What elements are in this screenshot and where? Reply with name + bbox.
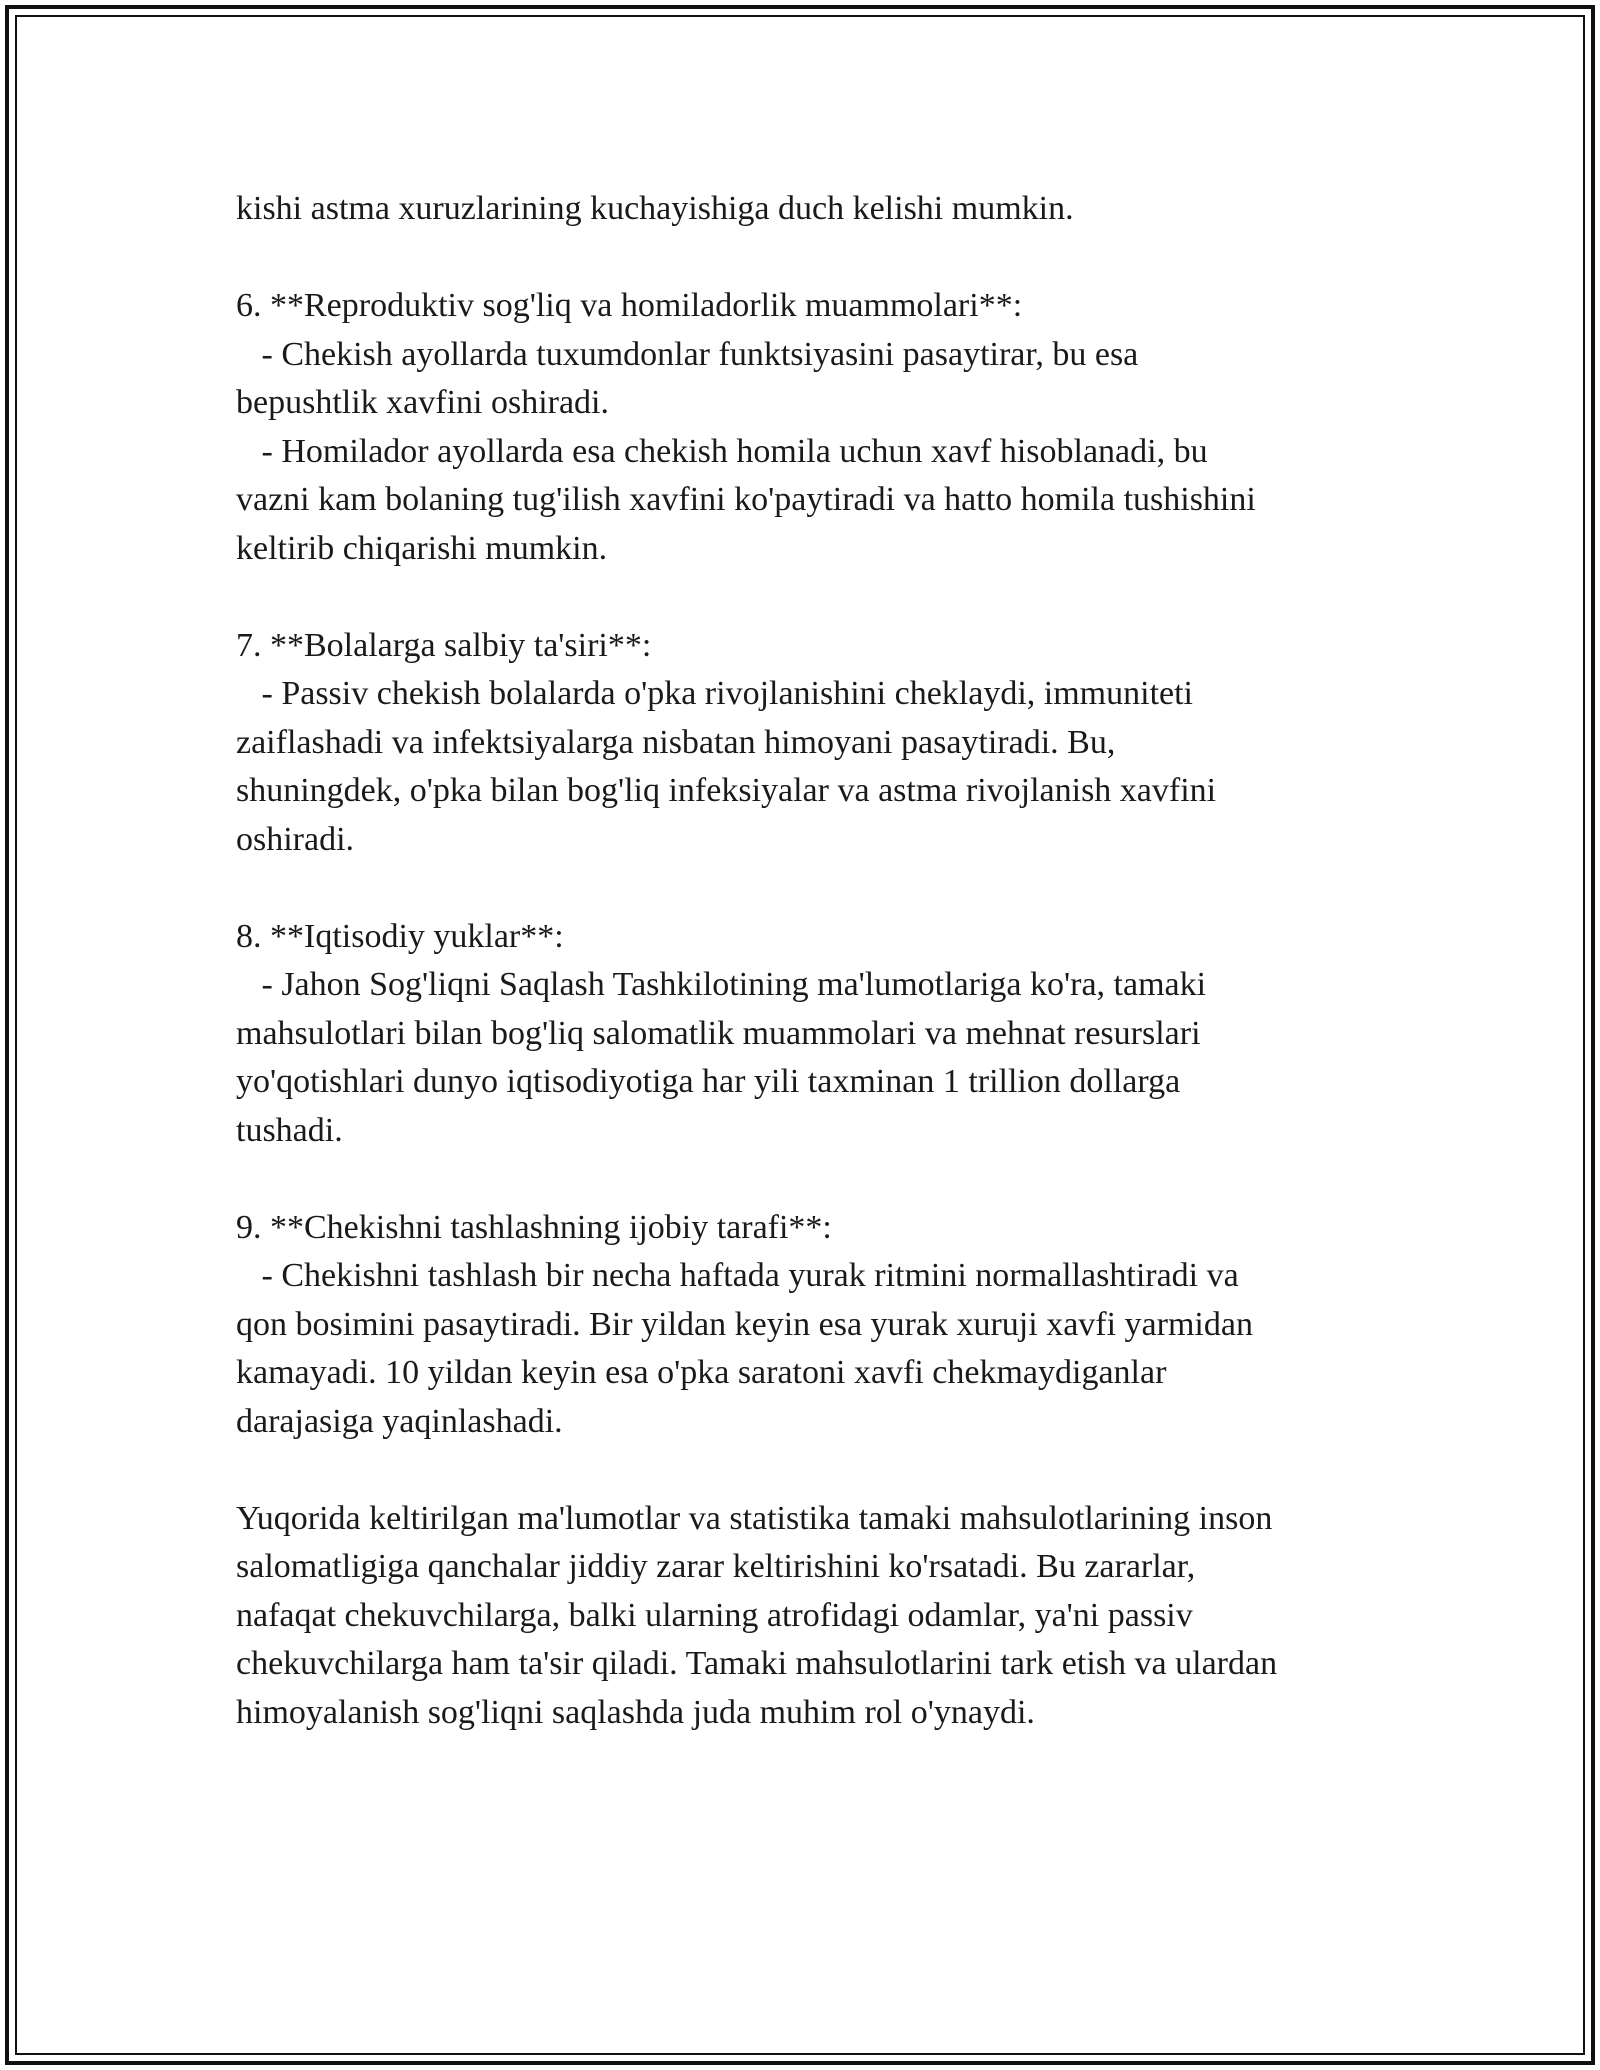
text-line: - Chekish ayollarda tuxumdonlar funktsiyasini pasaytirar, bu esa: [236, 335, 1139, 373]
text-line: shuningdek, o'pka bilan bog'liq infeksiyalar va astma rivojlanish xavfini: [236, 772, 1217, 809]
text-line: vazni kam bolaning tug'ilish xavfini ko'paytiradi va hatto homila tushishini: [236, 481, 1256, 518]
section-heading: 9. **Chekishni tashlashning ijobiy tarafi**:: [236, 1208, 832, 1246]
section-heading: 8. **Iqtisodiy yuklar**:: [236, 917, 564, 955]
text-line: - Jahon Sog'liqni Saqlash Tashkilotining ma'lumotlariga ko'ra, tamaki: [236, 966, 1207, 1003]
document-body: [236, 185, 1396, 1737]
text-line: chekuvchilarga ham ta'sir qiladi. Tamaki mahsulotlarini tark etish va ulardan: [236, 1645, 1278, 1682]
text-line: - Passiv chekish bolalarda o'pka rivojlanishini cheklaydi, immuniteti: [236, 675, 1193, 712]
text-line: himoyalanish sog'liqni saqlashda juda muhim rol o'ynaydi.: [236, 1693, 1035, 1731]
text-line: darajasiga yaqinlashadi.: [236, 1402, 563, 1440]
text-line: nafaqat chekuvchilarga, balki ularning atrofidagi odamlar, ya'ni passiv: [236, 1596, 1193, 1634]
text-line: kamayadi. 10 yildan keyin esa o'pka saratoni xavfi chekmaydiganlar: [236, 1354, 1167, 1391]
text-line: oshiradi.: [236, 820, 355, 858]
text-line: Yuqorida keltirilgan ma'lumotlar va statistika tamaki mahsulotlarining inson: [236, 1499, 1273, 1537]
text-line: - Homilador ayollarda esa chekish homila uchun xavf hisoblanadi, bu: [236, 432, 1208, 470]
paragraph-gap: [236, 864, 1396, 913]
paragraph-gap: [236, 1155, 1396, 1204]
text-line: qon bosimini pasaytiradi. Bir yildan keyin esa yurak xuruji xavfi yarmidan: [236, 1305, 1253, 1343]
text-line: salomatligiga qanchalar jiddiy zarar keltirishini ko'rsatadi. Bu zararlar,: [236, 1548, 1196, 1585]
text-line: tushadi.: [236, 1111, 343, 1149]
text-line: yo'qotishlari dunyo iqtisodiyotiga har yili taxminan 1 trillion dollarga: [236, 1063, 1181, 1100]
section-heading: 7. **Bolalarga salbiy ta'siri**:: [236, 626, 652, 664]
paragraph-gap: [236, 573, 1396, 622]
text-line: - Chekishni tashlash bir necha haftada yurak ritmini normallashtiradi va: [236, 1257, 1239, 1294]
text-line: keltirib chiqarishi mumkin.: [236, 529, 608, 567]
text-line: mahsulotlari bilan bog'liq salomatlik muammolari va mehnat resurslari: [236, 1014, 1201, 1052]
paragraph-gap: [236, 1446, 1396, 1495]
paragraph-gap: [236, 234, 1396, 283]
section-heading: 6. **Reproduktiv sog'liq va homiladorlik muammolari**:: [236, 287, 1023, 324]
text-line: bepushtlik xavfini oshiradi.: [236, 384, 610, 421]
text-line: zaiflashadi va infektsiyalarga nisbatan himoyani pasaytiradi. Bu,: [236, 723, 1116, 761]
text-line: kishi astma xuruzlarining kuchayishiga duch kelishi mumkin.: [236, 190, 1074, 227]
